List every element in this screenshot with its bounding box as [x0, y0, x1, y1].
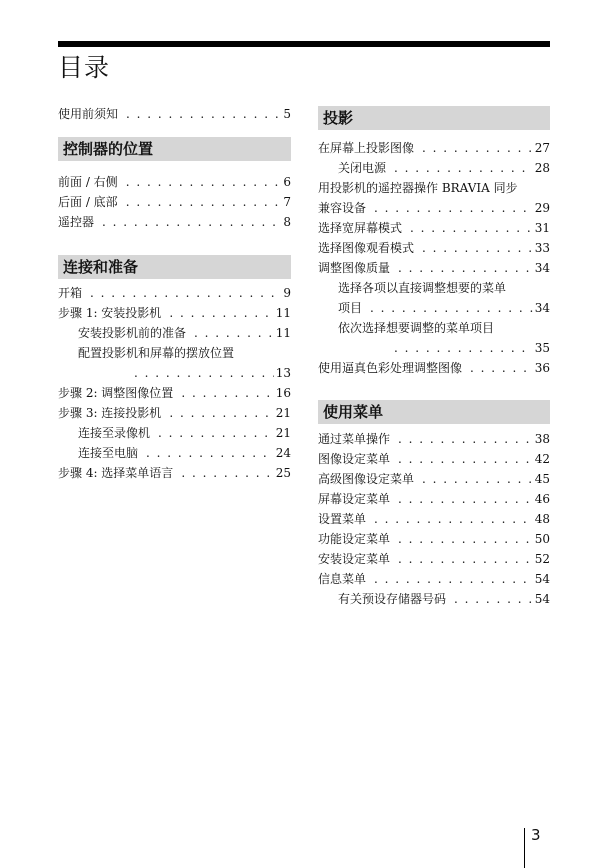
toc-entry-title: 遥控器	[58, 215, 95, 229]
toc-subentry[interactable]	[318, 158, 550, 178]
toc-entry[interactable]	[58, 104, 291, 124]
toc-entry-title: 使用逼真色彩处理调整图像	[318, 361, 463, 375]
leader-dots	[169, 403, 273, 423]
toc-entry[interactable]	[318, 238, 550, 258]
toc-subentry-title-line[interactable]: 依次选择想要调整的菜单项目	[338, 321, 495, 335]
toc-subentry[interactable]	[58, 323, 291, 343]
toc-entry-title: 项目	[338, 301, 363, 315]
toc-subentry[interactable]	[318, 589, 550, 609]
leader-dots	[422, 238, 533, 258]
leader-dots	[158, 423, 274, 443]
toc-entry-page: 38	[534, 432, 550, 446]
toc-entry[interactable]	[318, 549, 550, 569]
toc-entry-page: 33	[534, 241, 550, 255]
toc-entry-page: 42	[534, 452, 550, 466]
leader-dots	[126, 192, 282, 212]
toc-entry-page: 9	[283, 286, 291, 300]
toc-entry-title: 在屏幕上投影图像	[318, 141, 415, 155]
toc-entry[interactable]	[318, 138, 550, 158]
toc-entry-title: 关闭电源	[338, 161, 387, 175]
leader-dots	[398, 489, 533, 509]
leader-dots	[398, 549, 533, 569]
toc-entry-title: 设置菜单	[318, 512, 367, 526]
toc-right-column	[318, 104, 550, 609]
toc-entry-page: 54	[534, 572, 550, 586]
toc-subentry-title[interactable]: 配置投影机和屏幕的摆放位置	[78, 346, 235, 360]
toc-entry-page: 54	[534, 592, 550, 606]
toc-entry-title: 步骤 1: 安装投影机	[58, 306, 162, 320]
leader-dots	[398, 258, 533, 278]
section-heading: 连接和准备	[58, 255, 291, 279]
toc-entry-page: 29	[534, 201, 550, 215]
toc-entry[interactable]	[58, 212, 291, 232]
toc-subentry-title-line[interactable]: 选择各项以直接调整想要的菜单	[338, 281, 507, 295]
toc-entry[interactable]	[58, 303, 291, 323]
leader-dots	[422, 469, 533, 489]
toc-entry[interactable]	[318, 529, 550, 549]
leader-dots	[394, 158, 533, 178]
toc-entry-title: 安装设定菜单	[318, 552, 391, 566]
toc-entry-page: 5	[283, 107, 291, 121]
toc-entry-page: 31	[534, 221, 550, 235]
toc-entry-title: 通过菜单操作	[318, 432, 391, 446]
top-rule	[58, 41, 550, 47]
leader-dots	[194, 323, 274, 343]
toc-entry[interactable]	[318, 198, 550, 218]
toc-entry[interactable]	[318, 489, 550, 509]
toc-entry[interactable]	[58, 192, 291, 212]
leader-dots	[181, 463, 273, 483]
toc-entry-title: 信息菜单	[318, 572, 367, 586]
toc-entry-page: 21	[275, 406, 291, 420]
toc-entry[interactable]	[58, 403, 291, 423]
leader-dots	[374, 569, 533, 589]
toc-subentry-leader[interactable]	[318, 338, 550, 358]
leader-dots	[398, 449, 533, 469]
toc-entry-title: 图像设定菜单	[318, 452, 391, 466]
toc-entry[interactable]	[318, 258, 550, 278]
toc-entry[interactable]	[58, 463, 291, 483]
toc-entry-title: 步骤 2: 调整图像位置	[58, 386, 174, 400]
toc-entry[interactable]	[318, 218, 550, 238]
toc-entry-title-line[interactable]: 用投影机的遥控器操作 BRAVIA 同步	[318, 181, 518, 195]
leader-dots	[422, 138, 533, 158]
toc-entry-page: 25	[275, 466, 291, 480]
toc-entry-page: 34	[534, 261, 550, 275]
toc-entry-title: 调整图像质量	[318, 261, 391, 275]
leader-dots	[370, 298, 533, 318]
toc-entry-title: 功能设定菜单	[318, 532, 391, 546]
toc-entry-title: 选择宽屏幕模式	[318, 221, 403, 235]
leader-dots	[394, 338, 533, 358]
toc-entry-page: 50	[534, 532, 550, 546]
toc-entry-title: 开箱	[58, 286, 83, 300]
toc-entry-page: 13	[275, 366, 291, 380]
toc-entry-page: 8	[283, 215, 291, 229]
toc-entry-page: 11	[275, 326, 291, 340]
toc-entry-title: 步骤 4: 选择菜单语言	[58, 466, 174, 480]
toc-entry-page: 27	[534, 141, 550, 155]
toc-entry-page: 35	[534, 341, 550, 355]
toc-entry-title: 步骤 3: 连接投影机	[58, 406, 162, 420]
toc-subentry[interactable]	[318, 298, 550, 318]
toc-entry[interactable]	[318, 509, 550, 529]
leader-dots	[470, 358, 533, 378]
toc-entry-page: 52	[534, 552, 550, 566]
toc-entry-page: 7	[283, 195, 291, 209]
leader-dots	[102, 212, 281, 232]
leader-dots	[126, 104, 281, 124]
toc-entry-title: 安装投影机前的准备	[78, 326, 187, 340]
toc-entry-title: 连接至录像机	[78, 426, 151, 440]
leader-dots	[146, 443, 274, 463]
toc-entry[interactable]	[318, 449, 550, 469]
leader-dots	[126, 172, 282, 192]
page-title: 目录	[58, 53, 111, 82]
toc-entry[interactable]	[58, 283, 291, 303]
page-number-rule	[524, 828, 525, 868]
toc-subentry[interactable]	[58, 443, 291, 463]
leader-dots	[90, 283, 281, 303]
leader-dots	[134, 363, 274, 383]
toc-entry-page: 48	[534, 512, 550, 526]
section-heading: 投影	[318, 106, 550, 130]
toc-entry-page: 11	[275, 306, 291, 320]
toc-entry-title: 选择图像观看模式	[318, 241, 415, 255]
toc-entry-page: 28	[534, 161, 550, 175]
toc-entry-page: 6	[283, 175, 291, 189]
toc-entry[interactable]	[58, 172, 291, 192]
toc-entry[interactable]	[318, 358, 550, 378]
page-number: 3	[531, 826, 541, 844]
toc-entry[interactable]	[58, 383, 291, 403]
toc-entry-title: 后面 / 底部	[58, 195, 118, 209]
section-heading: 使用菜单	[318, 400, 550, 424]
toc-entry-title: 连接至电脑	[78, 446, 139, 460]
leader-dots	[410, 218, 533, 238]
toc-entry-title: 屏幕设定菜单	[318, 492, 391, 506]
toc-subentry-leader[interactable]	[58, 363, 291, 383]
leader-dots	[374, 509, 533, 529]
toc-entry[interactable]	[318, 429, 550, 449]
leader-dots	[398, 429, 533, 449]
toc-entry-page: 21	[275, 426, 291, 440]
toc-entry-page: 24	[275, 446, 291, 460]
toc-entry-page: 34	[534, 301, 550, 315]
toc-entry-title: 使用前须知	[58, 107, 119, 121]
leader-dots	[398, 529, 533, 549]
toc-entry-page: 36	[534, 361, 550, 375]
toc-entry-page: 45	[534, 472, 550, 486]
toc-entry-page: 16	[275, 386, 291, 400]
toc-entry-page: 46	[534, 492, 550, 506]
toc-entry-title: 有关预设存储器号码	[338, 592, 447, 606]
toc-subentry[interactable]	[58, 423, 291, 443]
toc-entry-title: 前面 / 右侧	[58, 175, 118, 189]
toc-entry-title: 高级图像设定菜单	[318, 472, 415, 486]
section-heading: 控制器的位置	[58, 137, 291, 161]
leader-dots	[454, 589, 533, 609]
leader-dots	[181, 383, 273, 403]
leader-dots	[169, 303, 273, 323]
toc-entry[interactable]	[318, 469, 550, 489]
toc-left-column	[58, 104, 291, 483]
toc-entry[interactable]	[318, 569, 550, 589]
toc-entry-title: 兼容设备	[318, 201, 367, 215]
leader-dots	[374, 198, 533, 218]
